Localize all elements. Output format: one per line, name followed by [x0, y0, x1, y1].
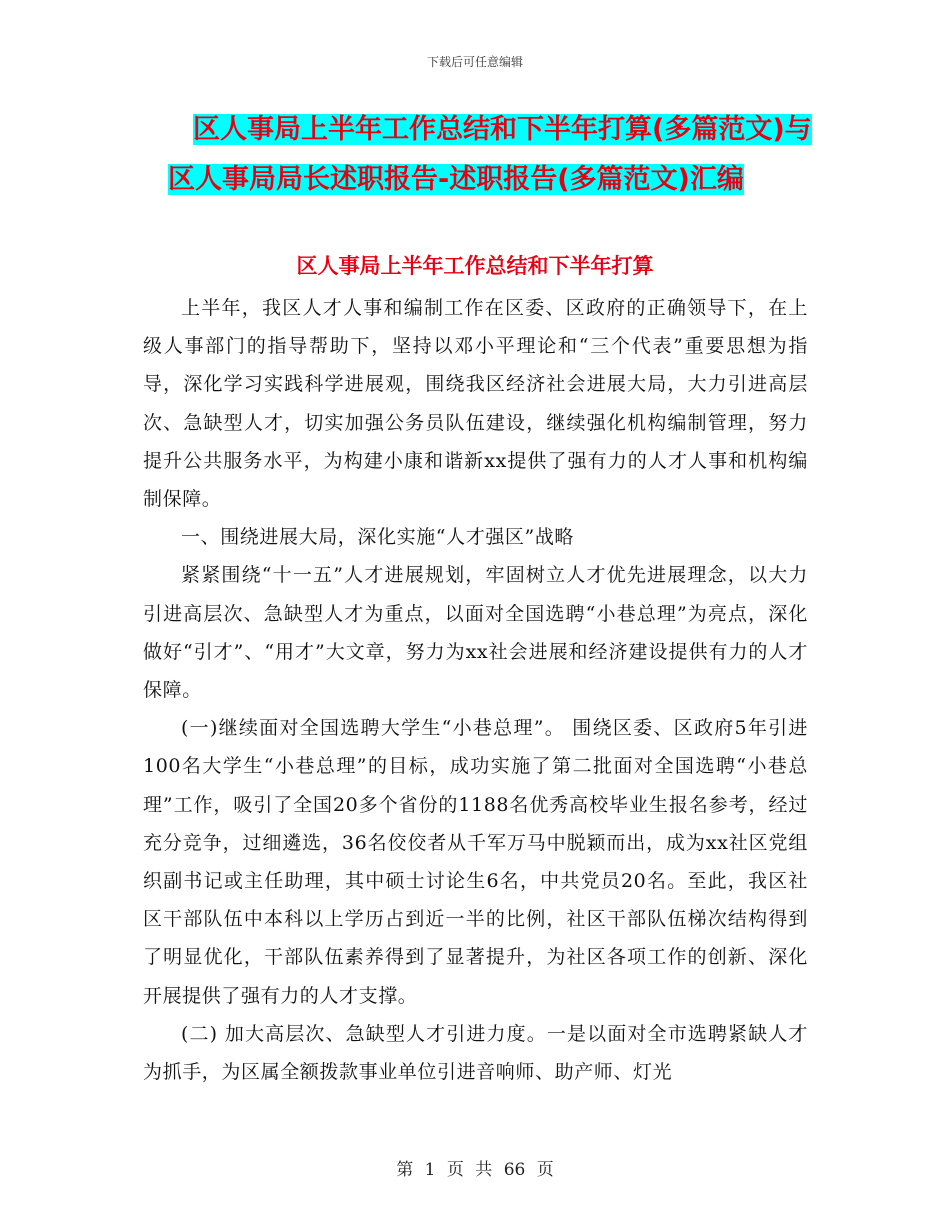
- paragraph: (一)继续面对全国选聘大学生“小巷总理”。 围绕区委、区政府5年引进100名大学生“小巷总理”的目标，成功实施了第二批面对全国选聘“小巷总理”工作，吸引了全国20多个省份的1188名优秀高校毕业生报名参考，经过充分竞争，过细遴选，36名佼佼者从千军万马中脱颖而出，成为xx社区党组织副书记或主任助理，其中硕士讨论生6名，中共党员20名。至此，我区社区干部队伍中本科以上学历占到近一半的比例，社区干部队伍梯次结构得到了明显优化，干部队伍素养得到了显著提升，为社区各项工作的创新、深化开展提供了强有力的人才支撑。: [143, 717, 808, 1007]
- document-title: [168, 108, 813, 202]
- document-title-line-2: 区人事局局长述职报告-述职报告(多篇范文)汇编: [168, 164, 744, 195]
- section-title: 区人事局上半年工作总结和下半年打算: [296, 254, 654, 278]
- header-note: 下载后可任意编辑: [426, 55, 523, 69]
- paragraph: 紧紧围绕“十一五”人才进展规划，牢固树立人才优先进展理念，以大力引进高层次、急缺型人才为重点，以面对全国选聘“小巷总理”为亮点，深化做好“引才”、“用才”大文章，努力为xx社会进展和经济建设提供有力的人才保障。: [143, 564, 808, 702]
- page-number: 第 1 页 共 66 页: [396, 1160, 554, 1180]
- paragraph: 上半年，我区人才人事和编制工作在区委、区政府的正确领导下，在上级人事部门的指导帮助下，坚持以邓小平理论和“三个代表”重要思想为指导，深化学习实践科学进展观，围绕我区经济社会进展大局，大力引进高层次、急缺型人才，切实加强公务员队伍建设，继续强化机构编制管理，努力提升公共服务水平，为构建小康和谐新xx提供了强有力的人才人事和机构编制保障。: [143, 297, 808, 511]
- document-title-line-1: 区人事局上半年工作总结和下半年打算(多篇范文)与: [193, 114, 812, 145]
- document-body: [143, 289, 808, 1091]
- paragraph: (二) 加大高层次、急缺型人才引进力度。一是以面对全市选聘紧缺人才为抓手，为区属全额拨款事业单位引进音响师、助产师、灯光: [143, 1022, 808, 1084]
- paragraph-heading: 一、围绕进展大局，深化实施“人才强区”战略: [181, 526, 575, 549]
